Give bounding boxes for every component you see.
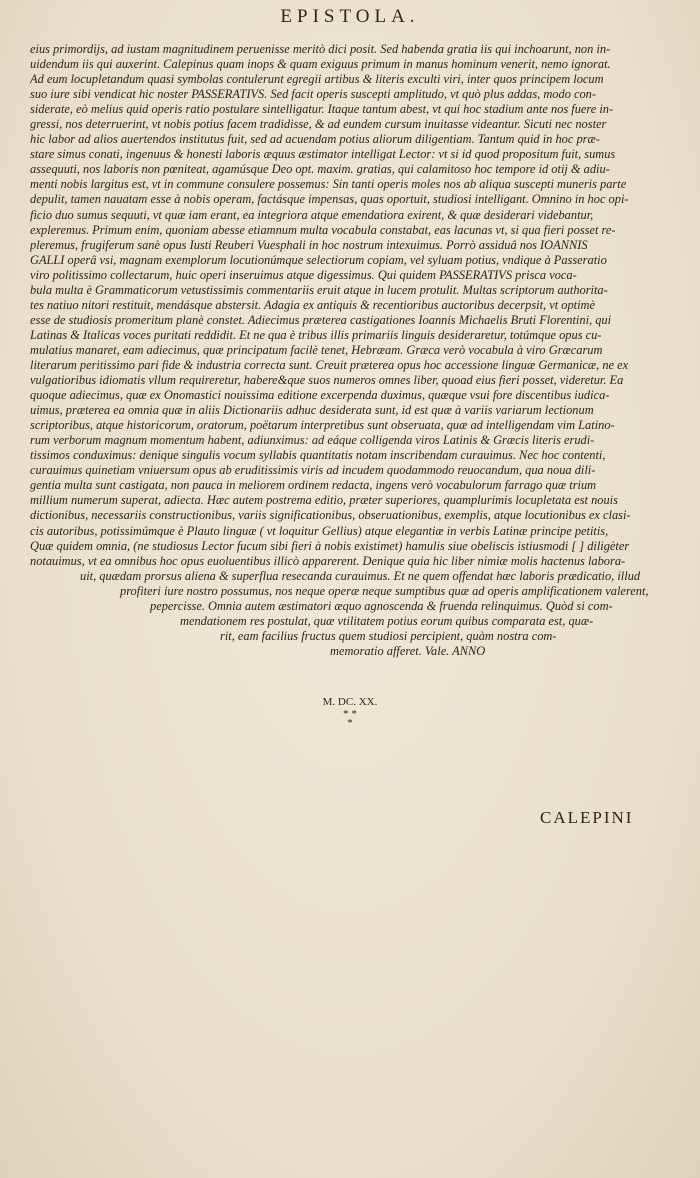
text-line: esse de studiosis promeritum planè constet. Adiecimus præterea castigationes Ioannis Michaelis Bruti Florentini, qui bbox=[30, 312, 612, 327]
text-line: mulatius manaret, eam adiecimus, quæ principatum facilè tenet, Hebræam. Græca verò vocabula à viro Græcarum bbox=[30, 342, 603, 357]
text-line: pepercisse. Omnia autem æstimatori æquo agnoscenda & fruenda relinquimus. Quòd si com- bbox=[150, 598, 613, 613]
text-line: viro politissimo collectarum, huic operi inseruimus atque digessimus. Qui quidem PASSERATIVS prisca voca- bbox=[30, 267, 577, 282]
text-line: Latinas & Italicas voces puritati reddidit. Et ne qua è tribus illis primariis linguis desideraretur, totúmque opus cu- bbox=[30, 327, 602, 342]
text-line: bula multa è Grammaticorum vetustissimis commentariis eruit atque in lucem protulit. Multas scriptorum authorita- bbox=[30, 282, 608, 297]
text-line: tes natiuo nitori restituit, mendásque abstersit. Adagia ex antiquis & recentioribus auctoribus decerpsit, vt optimè bbox=[30, 297, 595, 312]
text-line: eius primordijs, ad iustam magnitudinem peruenisse meritò dici posit. Sed habenda gratia iis qui inchoarunt, non in- bbox=[30, 42, 611, 56]
text-line: gressi, nos deterruerint, vt nobis potius facem tradidisse, & ad eundem cursum inuitasse videantur. Sicuti nec noster bbox=[30, 117, 607, 132]
text-line: curauimus quinetiam vniuersum opus ab eruditissimis viris ad incudem quodammodo reuocandum, qua noua dili- bbox=[30, 463, 596, 478]
text-line: suo iure sibi vendicat hic noster PASSERATIVS. Sed facit operis suscepti amplitudo, vt quò plus addas, modo con- bbox=[30, 87, 597, 102]
text-line: stare simus conati, ingenuus & honesti laboris æquus æstimator intelligat Lector: vt si id quod propositum fuit, sumus bbox=[30, 147, 616, 162]
text-line: millium numerum superat, adiecta. Hæc autem postrema editio, præter superiores, quamplurimis locupletata est nouis bbox=[30, 493, 618, 508]
text-line: gentia multa sunt castigata, non pauca in meliorem ordinem redacta, ingens verò vocabulorum farrago quæ trium bbox=[30, 478, 597, 493]
text-line: hic labor ad alios auertendos institutus fuit, sed ad acuendam potius aliorum diligentiam. Tantum quid in hoc præ- bbox=[30, 132, 600, 147]
text-line: vulgatioribus idiomatis vllum requireretur, habere&que suos numeros omnes liber, quoad eius fieri posset, videretur. Ea bbox=[30, 373, 624, 388]
text-line: notauimus, vt ea omnibus hoc opus euoluentibus illicò apparerent. Denique quia hic liber nimiæ molis hactenus labora- bbox=[30, 553, 626, 568]
text-line: assequuti, nos laboris non pœniteat, agamúsque Deo opt. maxim. gratias, qui calamitoso hoc tempore id otij & adiu- bbox=[30, 162, 610, 177]
text-line: quoque adiecimus, quæ ex Onomastici nouissima editione excerpenda duximus, quæque vsui fore discentibus iudica- bbox=[30, 388, 610, 403]
text-line: expleremus. Primum enim, quoniam abesse etiamnum multa vocabula constabat, eas lacunas vt, si qua fieri posset re- bbox=[30, 222, 616, 237]
text-line: rit, eam facilius fructus quem studiosi percipient, quàm nostra com- bbox=[220, 628, 557, 643]
text-line: literarum peritissimo pari fide & industria correcta sunt. Creuit præterea opus hoc accessione linguæ Germanicæ, ne ex bbox=[30, 357, 629, 372]
text-line: cis autoribus, potissimúmque è Plauto linguæ ( vt loquitur Gellius) atque elegantiæ in verbis Latinæ principe petitis, bbox=[30, 523, 609, 538]
text-line: mendationem res postulat, quæ vtilitatem potius eorum quibus comparata est, quæ- bbox=[180, 613, 594, 628]
ornament-mark-top: * * bbox=[343, 708, 357, 720]
text-line: uimus, præterea ea omnia quæ in aliis Dictionariis adhuc desiderata sunt, id est quæ à variis variarum lectionum bbox=[30, 403, 594, 418]
ornament-marks bbox=[0, 710, 700, 728]
text-line: memoratio afferet. Vale. ANNO bbox=[330, 643, 486, 658]
text-line: siderate, eò melius quid operis ratio postulare sintelligatur. Itaque tantum abest, vt qui hoc stadium ante nos fuere in- bbox=[30, 102, 614, 117]
text-line: GALLI operâ vsi, magnam exemplorum locutionúmque selectiorum copiam, vel syluam potius, vndique à Passeratio bbox=[30, 252, 607, 267]
text-line: pleremus, frugiferum sanè opus Iusti Reuberi Vuesphali in hoc nostrum intexuimus. Porrò assiduâ nos IOANNIS bbox=[30, 237, 588, 252]
year-line: M. DC. XX. bbox=[322, 696, 378, 708]
text-line: tissimos conduximus: denique singulis vocum syllabis quantitatis notam inscribendam curauimus. Nec hoc contenti, bbox=[30, 448, 606, 463]
page-header-title: EPISTOLA. bbox=[280, 6, 420, 27]
text-line: scriptoribus, atque historicorum, oratorum, poëtarum interpretibus sunt obseruata, quæ ad intelligendam vim Latino- bbox=[30, 418, 615, 433]
text-line: menti nobis largitus est, vt in commune consulere possemus: Sin tanti operis moles nos ab aliqua suscepti muneris parte bbox=[30, 177, 627, 192]
text-line: dictionibus, necessariis constructionibus, variis significationibus, obseruationibus, exemplis, atque locutionibus ex clasi- bbox=[30, 508, 631, 523]
epistle-body-text bbox=[30, 42, 690, 659]
text-line: ficio duo sumus sequuti, vt quæ iam erant, ea integriora atque emendatiora exirent, & quæ desiderari videbantur, bbox=[30, 207, 594, 222]
text-line: depulit, tamen nauatam esse à nobis operam, factásque impensas, quas oportuit, studiosi intelligant. Omnino in hoc opi- bbox=[30, 192, 629, 207]
text-line: Quæ quidem omnia, (ne studiosus Lector fucum sibi fieri à nobis existimet) hamulis siue obeliscis istiusmodi [ ] diligèter bbox=[30, 538, 630, 553]
text-line: Ad eum locupletandum quasi symbolas contulerunt egregii artibus & literis exculti viri, inter quos principem locum bbox=[30, 72, 604, 87]
catchword: CALEPINI bbox=[540, 808, 634, 827]
text-line: profiteri iure nostro possumus, nos neque operæ neque sumptibus quæ ad operis amplificationem valerent, bbox=[120, 583, 649, 598]
text-line: rum verborum magnum momentum habent, adiunximus: ad eáque colligenda viros Latinis & Græcis literis erudi- bbox=[30, 433, 595, 448]
text-line: uidendum iis qui auxerint. Calepinus quam inops & quam exiguus primum in manus hominum venerit, nemo ignorat. bbox=[30, 57, 611, 72]
ornament-mark-bottom: * bbox=[347, 717, 353, 729]
text-line: uit, quædam prorsus aliena & superflua resecanda curauimus. Et ne quem offendat hæc laboris prædicatio, illud bbox=[80, 568, 641, 583]
